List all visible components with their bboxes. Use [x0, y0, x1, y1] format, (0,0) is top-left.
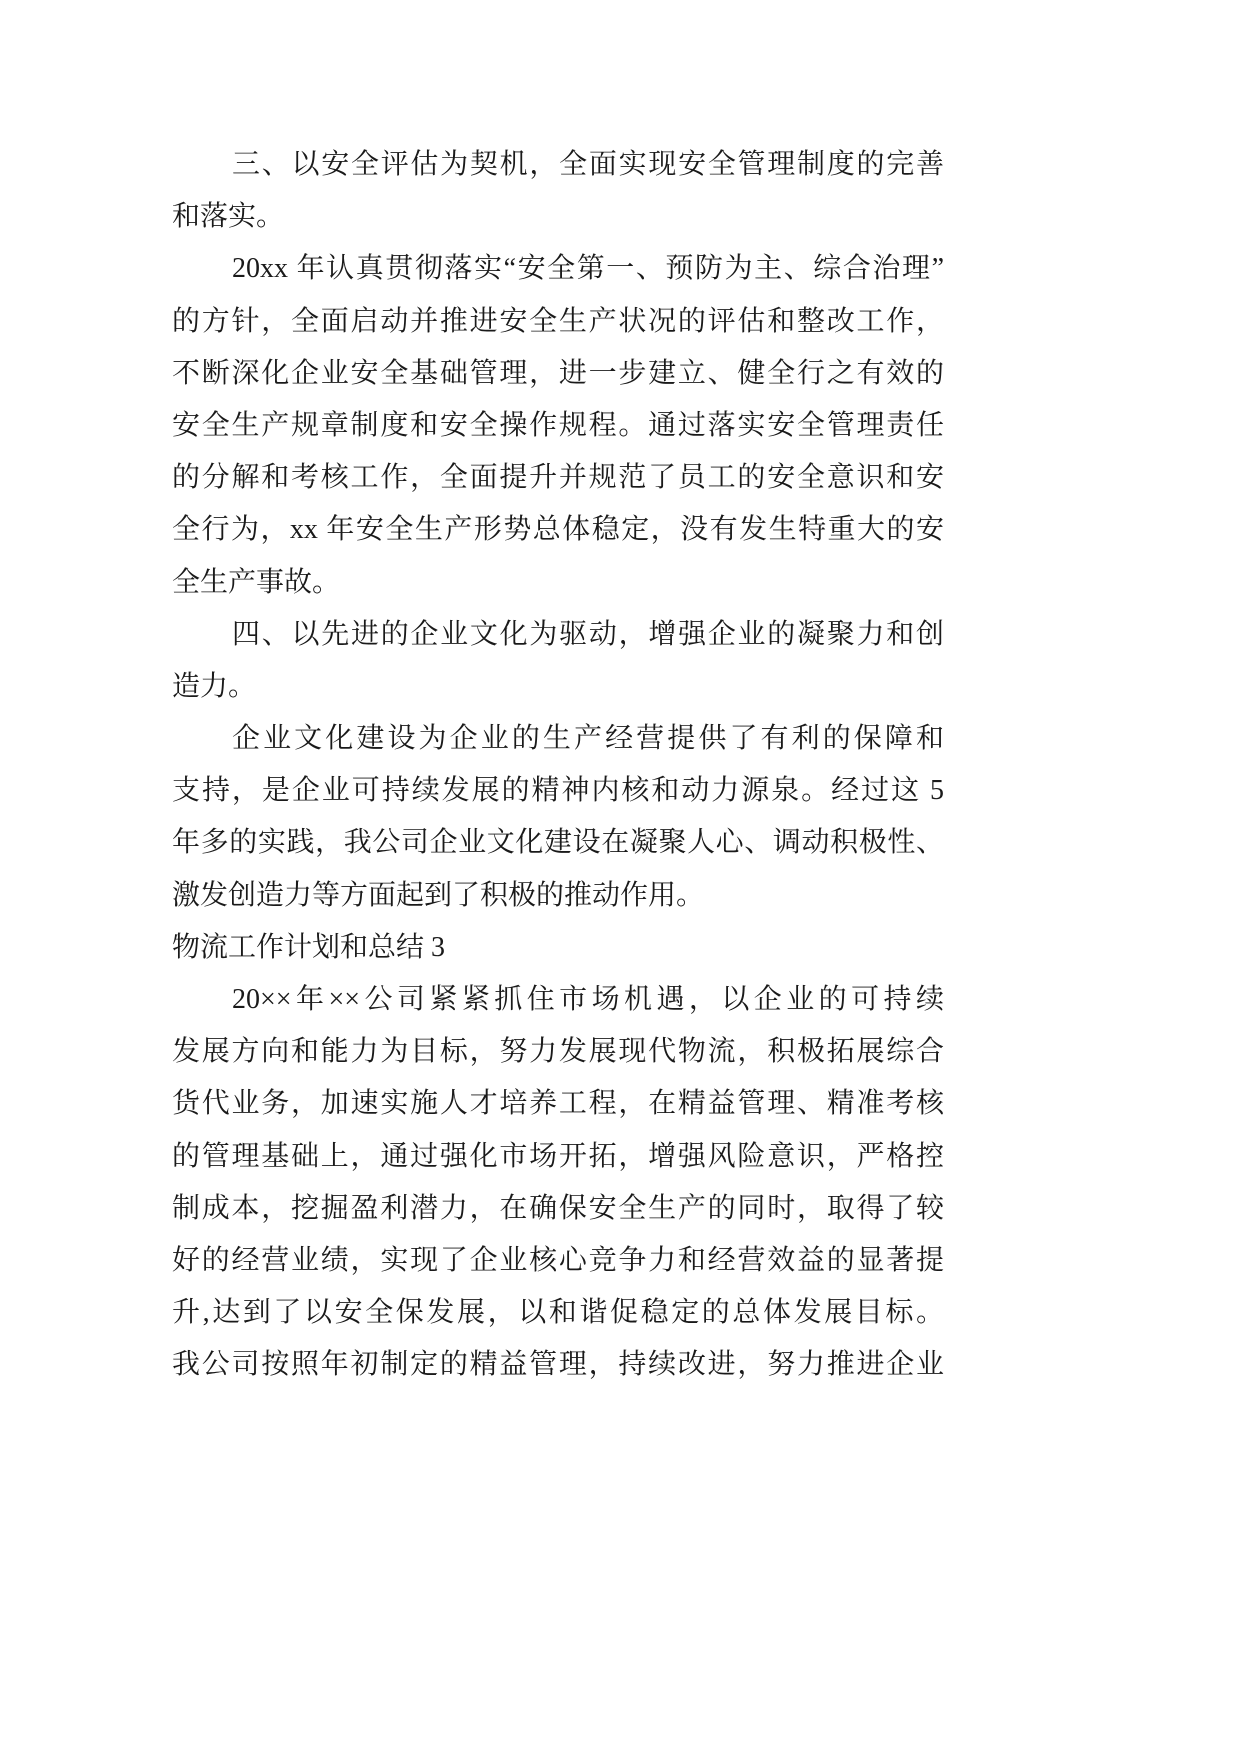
text-line: 升,达到了以安全保发展，以和谐促稳定的总体发展目标。 [172, 1297, 944, 1329]
text-line: 制成本，挖掘盈利潜力，在确保安全生产的同时，取得了较 [172, 1192, 944, 1224]
text-line: 不断深化企业安全基础管理，进一步建立、健全行之有效的 [172, 357, 944, 389]
paragraph [172, 713, 944, 922]
text-line: 的管理基础上，通过强化市场开拓，增强风险意识，严格控 [172, 1140, 944, 1172]
text-line: 和落实。 [172, 201, 285, 233]
text-line: 安全生产规章制度和安全操作规程。通过落实安全管理责任 [172, 409, 944, 441]
text-line: 年多的实践，我公司企业文化建设在凝聚人心、调动积极性、 [172, 827, 944, 859]
text-line: 20xx 年认真贯彻落实“安全第一、预防为主、综合治理” [232, 253, 944, 285]
text-line: 的分解和考核工作，全面提升并规范了员工的安全意识和安 [172, 462, 944, 494]
text-line: 全生产事故。 [172, 566, 341, 598]
text-line: 20××年××公司紧紧抓住市场机遇，以企业的可持续 [232, 984, 944, 1015]
paragraph [172, 139, 944, 243]
text-line: 全行为，xx 年安全生产形势总体稳定，没有发生特重大的安 [172, 514, 944, 546]
paragraph [172, 243, 944, 608]
document-body [172, 139, 944, 1392]
text-line: 好的经营业绩，实现了企业核心竞争力和经营效益的显著提 [172, 1244, 944, 1276]
text-line: 四、以先进的企业文化为驱动，增强企业的凝聚力和创 [232, 618, 944, 650]
text-line: 发展方向和能力为目标，努力发展现代物流，积极拓展综合 [172, 1036, 944, 1068]
text-line: 造力。 [172, 670, 257, 702]
text-line: 我公司按照年初制定的精益管理，持续改进，努力推进企业 [172, 1349, 944, 1381]
paragraph [172, 609, 944, 713]
text-line: 三、以安全评估为契机，全面实现安全管理制度的完善 [232, 149, 944, 180]
section-title: 物流工作计划和总结 3 [172, 931, 446, 963]
text-line: 支持，是企业可持续发展的精神内核和动力源泉。经过这 5 [172, 775, 944, 807]
text-line: 激发创造力等方面起到了积极的推动作用。 [172, 879, 705, 911]
text-line: 的方针，全面启动并推进安全生产状况的评估和整改工作， [172, 305, 944, 337]
text-line: 企业文化建设为企业的生产经营提供了有利的保障和 [232, 723, 944, 755]
paragraph [172, 974, 944, 1392]
text-line: 货代业务，加速实施人才培养工程，在精益管理、精准考核 [172, 1088, 944, 1120]
